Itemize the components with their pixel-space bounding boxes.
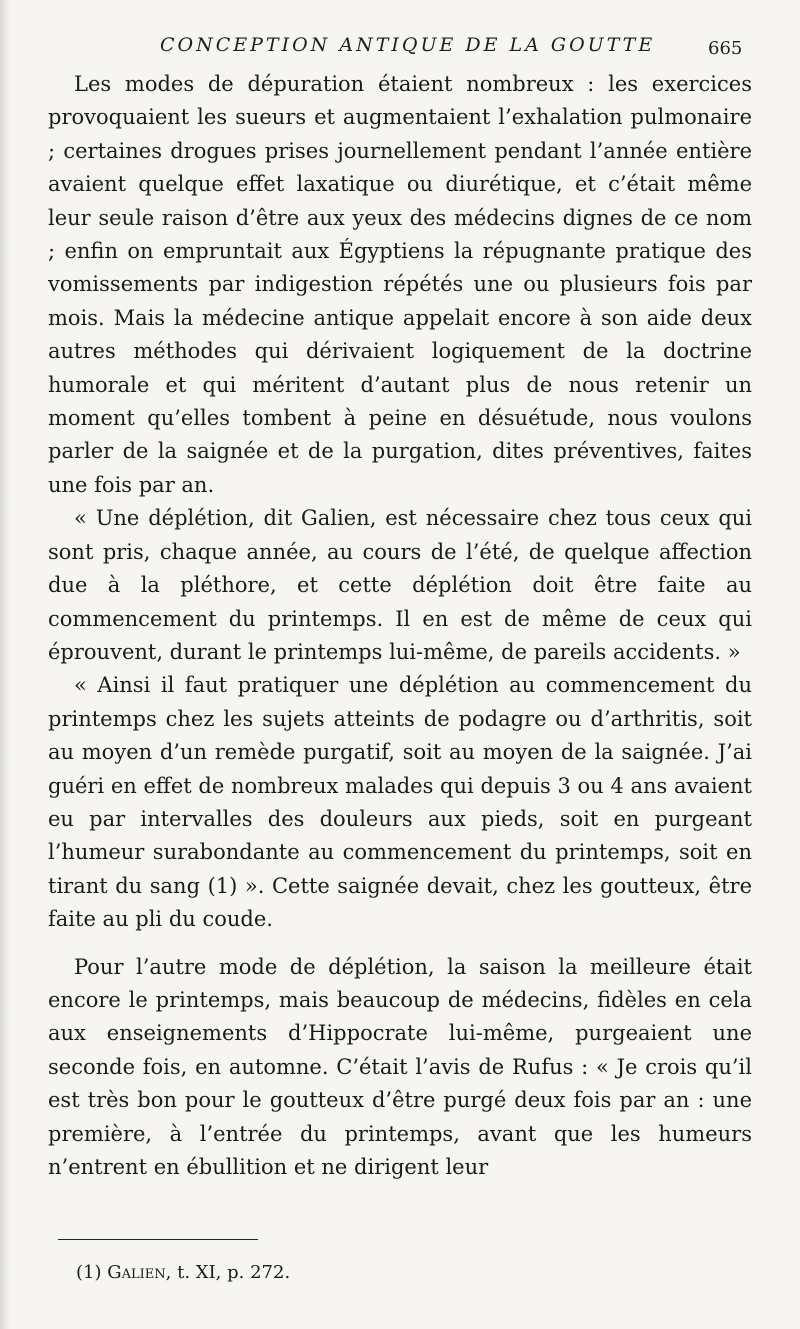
paragraph: « Une déplétion, dit Galien, est nécessaire chez tous ceux qui sont pris, chaque année, au cours de l’été, de quelque affection due à la pléthore, et cette déplétion doit être faite au commencement du printemps. Il en est de même de ceux qui éprouvent, durant le printemps lui-même, de pareils accidents. » [48, 506, 752, 664]
running-title: CONCEPTION ANTIQUE DE LA GOUTTE [160, 34, 656, 56]
footnote-marker: (1) [76, 1262, 102, 1283]
paragraph: « Ainsi il faut pratiquer une déplétion au commencement du printemps chez les sujets atteints de podagre ou d’arthritis, soit au moyen d’un remède purgatif, soit au moyen de la saignée. J’ai guéri en effet de nombreux malades qui depuis 3 ou 4 ans avaient eu par intervalles des douleurs aux pieds, soit en purgeant l’humeur surabondante au commencement du printemps, soit en tirant du sang (1) ». Cette saignée devait, chez les goutteux, être faite au pli du coude. [48, 673, 752, 932]
footnote [76, 1262, 290, 1283]
footnote-author: Galien [107, 1262, 166, 1283]
footnote-reference: , t. XI, p. 272. [165, 1262, 291, 1283]
paragraph: Les modes de dépuration étaient nombreux : les exercices provoquaient les sueurs et augmentaient l’exhalation pulmonaire ; certaines drogues prises journellement pendant l’année entière avaient quelque effet laxatique ou diurétique, et c’était même leur seule raison d’être aux yeux des médecins dignes de ce nom ; enfin on empruntait aux Égyptiens la répugnante pratique des vomissements par indigestion répétés une ou plusieurs fois par mois. Mais la médecine antique appelait encore à son aide deux autres méthodes qui dérivaient logiquement de la doctrine humorale et qui méritent d’autant plus de nous retenir un moment qu’elles tombent à peine en désuétude, nous voulons parler de la saignée et de la purgation, dites préventives, faites une fois par an. [48, 72, 752, 497]
footnote-separator [58, 1239, 258, 1240]
paragraph: Pour l’autre mode de déplétion, la saison la meilleure était encore le printemps, mais beaucoup de médecins, fidèles en cela aux enseignements d’Hippocrate lui-même, purgeaient une seconde fois, en automne. C’était l’avis de Rufus : « Je crois qu’il est très bon pour le goutteux d’être purgé deux fois par an : une première, à l’entrée du printemps, avant que les humeurs n’entrent en ébullition et ne dirigent leur [48, 954, 752, 1179]
main-text [48, 68, 752, 1184]
page-gutter-shadow [0, 0, 10, 1329]
page-number: 665 [708, 38, 743, 59]
